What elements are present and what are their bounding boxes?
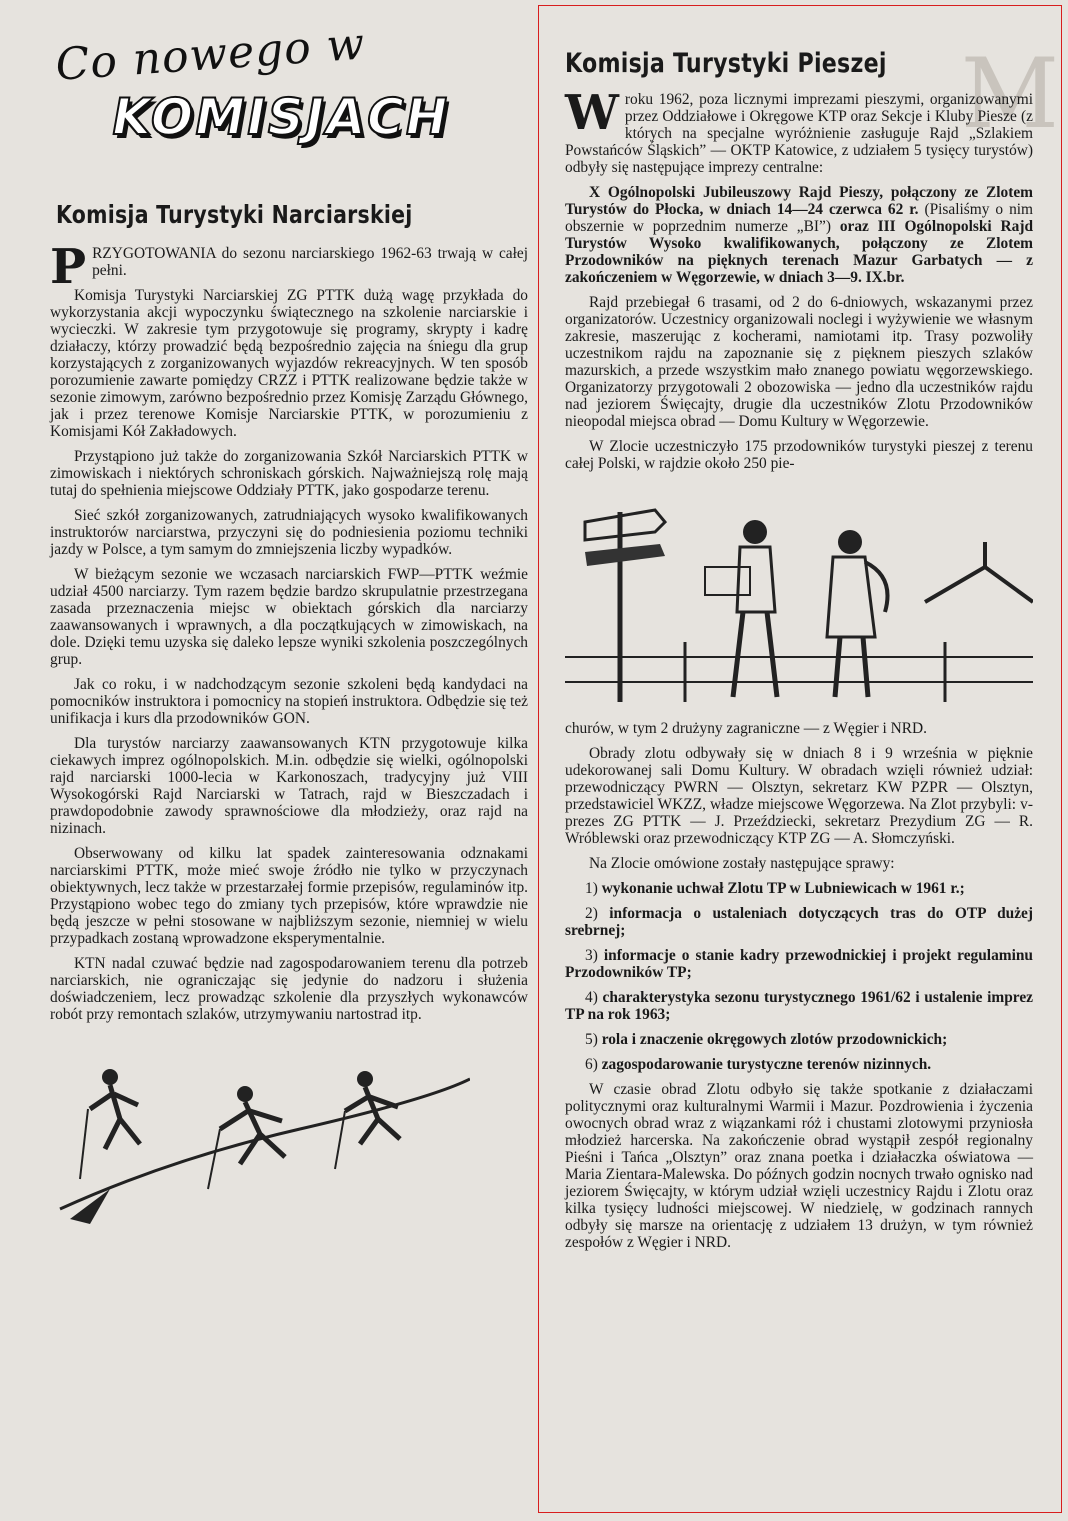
masthead-script: Co nowego w <box>54 18 367 91</box>
ski-paragraph: Dla turystów narciarzy zaawansowanych KTN przygotowuje kilka ciekawych imprez ogólnopolskich. M.in. odbędzie się wielki, ogólnopolski rajd narciarski 1000-lecia w Karkonoszach, tradycyjny już VIII Wysokogórski Rajd Narciarski w Tatrach, rajd w Bieszczadach i prawdopodobnie zawody sprawnościowe dla młodzieży, oraz rajd na nizinach. <box>50 735 528 837</box>
masthead <box>50 18 528 160</box>
hikers-drawing <box>565 482 1033 712</box>
agenda-item-text: informacje o stanie kadry przewodnickiej i projekt regulaminu Przodowników TP; <box>565 947 1033 981</box>
event-note: (Pisaliśmy o nim obszernie w poprzednim numerze „BI”) <box>565 201 1034 235</box>
hiking-paragraph: churów, w tym 2 drużyny zagraniczne — z Węgier i NRD. <box>565 720 927 737</box>
hiking-commission-title: Komisja Turystyki Pieszej <box>565 48 887 79</box>
ski-paragraph-1-text: RZYGOTOWANIA do sezonu narciarskiego 1962-63 trwają w całej pełni. <box>92 245 528 279</box>
ski-article-body <box>50 239 528 1023</box>
masthead-block: KOMISJACH <box>106 88 455 146</box>
left-column <box>50 18 528 1229</box>
event-name-1: X Ogólnopolski Jubileuszowy Rajd Pieszy, połączony ze Zlotem Turystów do Płocka, w dniach 14—24 czerwca 62 r. <box>565 184 1033 218</box>
bleed-through-letter: M <box>960 38 1059 150</box>
ski-commission-title: Komisja Turystyki Narciarskiej <box>56 200 413 229</box>
ski-paragraph: Jak co roku, i w nadchodzącym sezonie szkoleni będą kandydaci na pomocników instruktora i pomocnicy na stopień instruktora. Odbędzie się też unifikacja i kurs dla przodowników GON. <box>50 676 528 727</box>
agenda-list <box>565 880 1033 1073</box>
hiking-paragraph: Rajd przebiegał 6 trasami, od 2 do 6-dniowych, wskazanymi przez organizatorów. Uczestnicy organizowali noclegi i wyżywienie we własnym zakresie, maszerując z kocherami, namiotami itp. Trasy pozwoliły uczestnikom rajdu na zapoznanie się z pięknem pieszych szlaków mazurskich, a przede wszystkim mało znanego powiatu węgorzewskiego. Organizatorzy przygotowali 2 obozowiska — jedno dla uczestników rajdu nad jeziorem Święcajty, drugie dla uczestników Zlotu Przodowników nieopodal miejsca obrad — Domu Kultury w Węgorzewie. <box>565 294 1033 430</box>
agenda-item <box>565 989 1033 1023</box>
hiking-paragraph: Na Zlocie omówione zostały następujące sprawy: <box>589 855 895 872</box>
agenda-item-number: 4) <box>585 989 598 1006</box>
ski-paragraph: W bieżącym sezonie we wczasach narciarskich FWP—PTTK weźmie udział 4500 narciarzy. Tym razem będzie bardzo skrupulatnie przestrzegana zasada przeznaczenia miejsc w obiektach górskich dla narciarzy zaawansowanych i wprawnych, a dla początkujących w zimowiskach, na dole. Dzięki temu uzyska się daleko lepsze wyniki szkolenia poszczególnych grup. <box>50 566 528 668</box>
hikers-illustration <box>565 482 1033 712</box>
agenda-item-number: 1) <box>585 880 598 897</box>
skiers-drawing <box>50 1039 470 1229</box>
agenda-item <box>565 905 1033 939</box>
hiking-article-frame <box>538 5 1062 1513</box>
hiking-paragraph: W czasie obrad Zlotu odbyło się także spotkanie z działaczami politycznymi oraz kulturalnymi Warmii i Mazur. Pozdrowienia i życzenia owocnych obrad wraz z wiązankami róż i chustami zlotowymi przyniosła młodzież harcerska. Na zakończenie obrad wystąpił zespół regionalny Pieśni i Tańca „Olsztyn” oraz znana poetka i działaczka oświatowa — Maria Zientara-Malewska. Do późnych godzin nocnych trwało ognisko nad jeziorem Święcajty, w którym udział wzięli uczestnicy Rajdu i Zlotu oraz kilka tysięcy ludności miejscowej. W niedzielę, w godzinach rannych odbyły się marsze na orientację z udziałem 13 drużyn, w tym również zespołów z Węgier i NRD. <box>565 1081 1033 1251</box>
agenda-item <box>565 880 1033 897</box>
agenda-item <box>565 1031 1033 1048</box>
ski-paragraph: KTN nadal czuwać będzie nad zagospodarowaniem terenu dla potrzeb narciarskich, nie ograniczając się jedynie do nadzoru i służenia doświadczeniem, lecz prowadząc szkolenie dla przyszłych wykonawców robót przy remontach szlaków, utrzymywaniu nartostrad itp. <box>50 955 528 1023</box>
hiking-paragraph-events <box>565 184 1033 286</box>
agenda-item-text: wykonanie uchwał Zlotu TP w Lubniewicach w 1961 r.; <box>601 880 965 897</box>
hiking-article-body <box>565 85 1034 1251</box>
ski-paragraph: Przystąpiono już także do zorganizowania Szkół Narciarskich PTTK w zimowiskach i niektórych schroniskach górskich. Najważniejszą rolę mają tutaj do spełnienia miejscowe Oddziały PTTK, jako gospodarze terenu. <box>50 448 528 499</box>
skiers-illustration <box>50 1039 528 1229</box>
agenda-item-text: rola i znaczenie okręgowych zlotów przodownickich; <box>601 1031 948 1048</box>
hiking-paragraph-1 <box>565 85 1033 176</box>
agenda-item-number: 5) <box>585 1031 598 1048</box>
agenda-item-text: zagospodarowanie turystyczne terenów nizinnych. <box>601 1056 932 1073</box>
ski-paragraph: Komisja Turystyki Narciarskiej ZG PTTK dużą wagę przykłada do wykorzystania akcji wypoczynku świątecznego na szkolenie narciarskie i wycieczki. W zakresie tym przygotowuje się programy, skrypty i kadrę działaczy, którzy prowadzić będą bezpośrednio zajęcia na śniegu dla grup korzystających z zorganizowanych wyjazdów rekreacyjnych. W ten sposób porozumienie zawarte pomiędzy CRZZ i PTTK realizowane będzie także w sezonie zimowym, zarówno bezpośrednio przez Komisję Zarządu Głównego, jak i przez terenowe Komisje Narciarskie PTTK, w porozumieniu z Komisjami Kół Zakładowych. <box>50 287 528 440</box>
hiking-paragraph-1-text: roku 1962, poza licznymi imprezami pieszymi, organizowanymi przez Oddziałowe i Okręgowe KTP oraz Sekcje i Kluby Piesze (z których na specjalne wyróżnienie zasługuje Rajd „Szlakiem Powstańców Śląskich” — OKTP Katowice, z udziałem 5 tysięcy turystów) odbyły się następujące imprezy centralne: <box>565 91 1033 176</box>
drop-cap: W <box>565 85 619 141</box>
agenda-item-number: 6) <box>585 1056 598 1073</box>
drop-cap: P <box>50 239 87 295</box>
hiking-paragraph: Obrady zlotu odbywały się w dniach 8 i 9 września w pięknie udekorowanej sali Domu Kultury. W obradach wzięli również udział: przewodniczący PWRN — Olsztyn, sekretarz KW PZPR — Olsztyn, przedstawiciel WKZZ, władze miejscowe Węgorzewa. Na Zlot przybyli: v-prezes ZG PTTK — J. Przeździecki, sekretarz Prezydium ZG — R. Wróblewski oraz przewodniczący KTP ZG — A. Słomczyński. <box>565 745 1033 847</box>
ski-paragraph: Sieć szkół zorganizowanych, zatrudniających wysoko kwalifikowanych instruktorów narciarstwa, przyczyni się do podniesienia poziomu techniki jazdy w Polsce, a tym samym do zmniejszenia liczby wypadków. <box>50 507 528 558</box>
right-column <box>565 40 1033 1259</box>
agenda-item-text: charakterystyka sezonu turystycznego 1961/62 i ustalenie imprez TP na rok 1963; <box>565 989 1033 1023</box>
agenda-item <box>565 1056 1033 1073</box>
event-name-2: oraz III Ogólnopolski Rajd Turystów Wysoko kwalifikowanych, połączony ze Zlotem Przodowników na pięknych terenach Mazur Garbatych — z zakończeniem w Węgorzewie, w dniach 3—9. IX.br. <box>565 218 1034 286</box>
agenda-item-number: 2) <box>585 905 598 922</box>
agenda-item-number: 3) <box>585 947 598 964</box>
hiking-paragraph: W Zlocie uczestniczyło 175 przodowników turystyki pieszej z terenu całej Polski, w rajdzie około 250 pie- <box>565 438 1033 472</box>
ski-paragraph: Obserwowany od kilku lat spadek zainteresowania odznakami narciarskimi PTTK, może mieć swoje źródło nie tylko w przyczynach obiektywnych, lecz także w przestarzałej formie przepisów, regulaminów itp. Przystąpiono wobec tego do zmiany tych przepisów, które wprawdzie nie będą jeszcze w pełni stosowane w najbliższym sezonie, niemniej w wielu przypadkach zostaną wprowadzone eksperymentalnie. <box>50 845 528 947</box>
ski-paragraph-1 <box>50 239 528 295</box>
agenda-item-text: informacja o ustaleniach dotyczących tras do OTP dużej srebrnej; <box>565 905 1033 939</box>
agenda-item <box>565 947 1033 981</box>
